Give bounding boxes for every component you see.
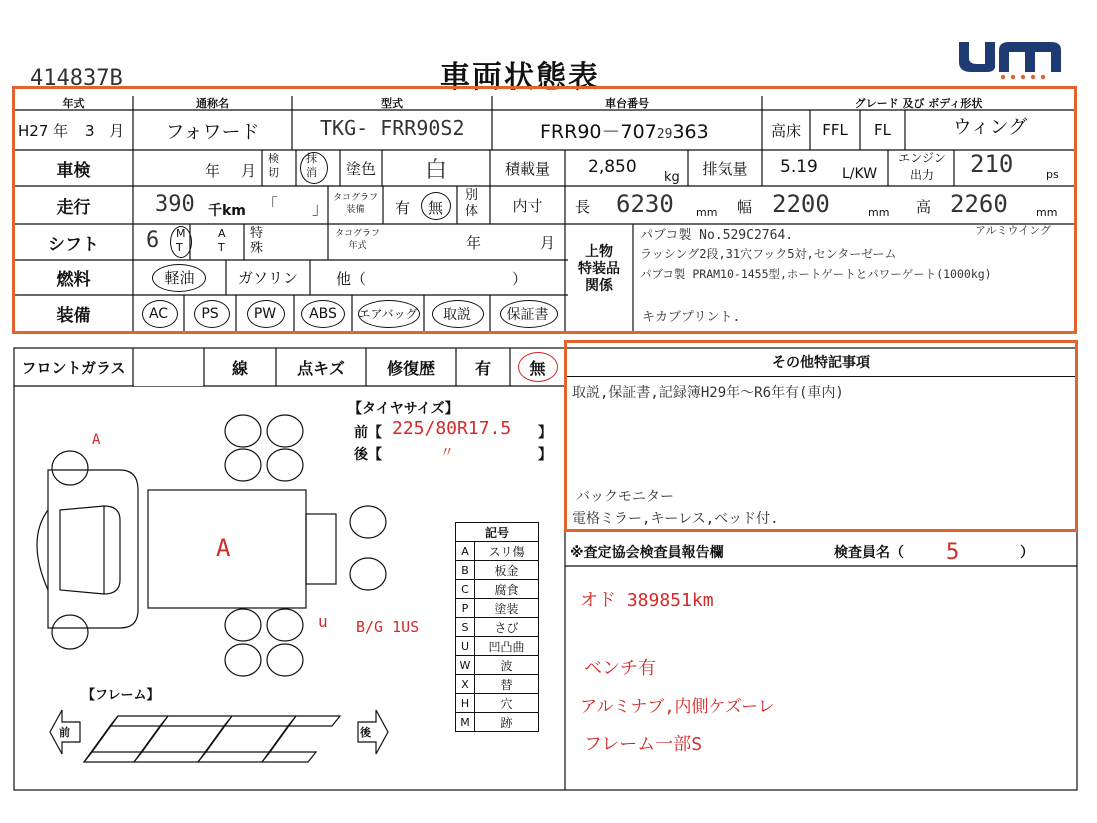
mark-a-body: A [216, 534, 231, 562]
satei-note-4: フレーム一部S [584, 734, 703, 755]
tire-heading: 【タイヤサイズ】 [348, 401, 459, 417]
height-unit: mm [1036, 206, 1058, 219]
fuel-other: 他（ [336, 270, 367, 288]
equip-airbag: エアバッグ [358, 307, 418, 321]
kigou-code: S [456, 618, 475, 636]
month-value: 3 [84, 122, 95, 140]
satei-note-1: オド 389851km [580, 590, 714, 611]
mileage-unit: 千km [208, 203, 246, 219]
kigou-code: H [456, 694, 475, 712]
frame-front: 前 [59, 726, 70, 739]
label-naisun: 内寸 [512, 196, 543, 215]
label-massho: 抹消 [306, 152, 317, 179]
year-unit: 年 [53, 122, 69, 140]
kigou-meaning: 波 [500, 658, 513, 673]
mark-a-left: A [92, 432, 101, 448]
tokki-line-3: 電格ミラー,キーレス,ベッド付. [572, 511, 779, 527]
tire-rear-close: 】 [538, 447, 552, 463]
kigou-meaning: 跡 [500, 715, 513, 730]
shift-at-t: T [218, 241, 225, 254]
color-value: 白 [424, 157, 447, 183]
equip-ac: AC [148, 305, 169, 322]
shaken-year-unit: 年 [205, 162, 221, 180]
shaken-month-unit: 月 [241, 162, 257, 180]
tire-front-label: 前【 [354, 425, 382, 441]
fuel-gasoline: ガソリン [237, 269, 298, 287]
kigou-meaning: 穴 [500, 696, 513, 711]
kigou-code: C [456, 580, 475, 598]
label-taco-nenshiki-1: タコグラフ [334, 229, 380, 239]
joubutsu-note-4: パブコ製 PRAM10-1455型,ホートゲートとパワーゲート(1000kg) [640, 267, 992, 281]
tire-rear-label: 後【 [354, 447, 382, 463]
satei-note-3: アルミナブ,内側ケズーレ [580, 697, 775, 717]
fuel-keiyu: 軽油 [164, 269, 195, 287]
height-value: 2260 [950, 190, 1008, 218]
tire-front-value: 225/80R17.5 [392, 418, 512, 439]
kigou-meaning: 塗装 [494, 601, 519, 616]
label-frontglass: フロントガラス [21, 358, 126, 377]
shift-at-a: A [218, 227, 226, 240]
shift-tokushu-1: 特 [250, 226, 264, 241]
shift-mt-t: T [176, 241, 183, 254]
label-haiki: 排気量 [702, 159, 748, 178]
kigou-meaning: さび [494, 620, 519, 635]
label-joubutsu-1: 上物 [585, 244, 613, 260]
load-capacity: 2,850 [588, 157, 637, 177]
width-value: 2200 [772, 190, 830, 218]
kigou-meaning: 板金 [494, 563, 519, 578]
tire-front-close: 】 [538, 425, 552, 441]
label-joubutsu-3: 関係 [585, 278, 613, 294]
kigou-code: M [456, 713, 475, 731]
label-width: 幅 [737, 198, 753, 216]
header-grade: グレード 及び ボディ形状 [854, 97, 983, 110]
mileage-value: 390 [155, 192, 195, 217]
satei-note-2: ベンチ有 [584, 658, 656, 679]
label-engine-line2: 出力 [909, 168, 934, 182]
tokki-title: その他特記事項 [567, 348, 1075, 377]
joubutsu-note-2: パブコ製 No.529C2764. [640, 228, 794, 243]
shift-mt-m: M [176, 227, 186, 240]
kigou-meaning: 凹凸曲 [488, 639, 525, 654]
body-type: ウィング [952, 115, 1028, 138]
doc-id: 414837B [30, 66, 123, 91]
model-code: TKG- FRR90S2 [320, 116, 465, 140]
joubutsu-note-1: アルミウイング [975, 224, 1052, 237]
label-joubutsu-2: 特装品 [578, 261, 620, 277]
label-bettai-1: 別 [465, 188, 479, 203]
taco-ari: 有 [395, 199, 411, 217]
length-value: 6230 [616, 190, 674, 218]
label-taco-nenshiki-2: 年式 [348, 241, 367, 251]
mark-frame-note: B/G 1US [356, 618, 420, 636]
equip-pw: PW [253, 305, 277, 322]
taco-year-unit: 年 [466, 234, 482, 252]
frontglass-tenkizu: 点キズ [297, 358, 345, 378]
label-shift: シフト [48, 234, 99, 255]
tokki-line-2: バックモニター [576, 489, 674, 505]
engine-output: 210 [970, 150, 1014, 178]
label-sobi: 装備 [56, 306, 91, 326]
kigou-meaning: スリ傷 [488, 544, 525, 559]
frame-rear: 後 [360, 726, 371, 739]
kigou-code: X [456, 675, 475, 693]
label-bettai-2: 体 [465, 204, 479, 219]
satei-title: ※査定協会検査員報告欄 [570, 545, 724, 561]
mark-u: u [318, 612, 328, 631]
tire-rear-value: 〃 [440, 445, 454, 461]
label-nenryo: 燃料 [56, 270, 91, 290]
frontglass-sen: 線 [231, 358, 248, 378]
width-unit: mm [868, 206, 890, 219]
joubutsu-note-5: キカブプリント. [642, 310, 741, 325]
label-shufuku: 修復歴 [386, 358, 435, 378]
label-height: 高 [916, 198, 932, 216]
shufuku-nashi: 無 [529, 358, 546, 378]
tokki-line-1: 取説,保証書,記録簿H29年～R6年有(車内) [572, 385, 844, 401]
kigou-code: A [456, 542, 475, 560]
displacement-unit: L/KW [842, 166, 878, 182]
header-nenshiki: 年式 [62, 97, 85, 110]
joubutsu-note-3: ラッシング2段,31穴フック5対,センターゼーム [640, 247, 897, 261]
vehicle-name: フォワード [165, 120, 260, 143]
taco-nashi: 無 [428, 199, 444, 217]
shift-value: 6 [146, 228, 160, 253]
header-shadai: 車台番号 [605, 97, 649, 110]
option-fl: FL [874, 121, 891, 139]
shufuku-ari: 有 [474, 358, 491, 378]
bracket-right: 」 [312, 199, 329, 218]
label-length: 長 [575, 198, 591, 216]
label-takayuka: 高床 [770, 121, 801, 140]
header-katashiki: 型式 [381, 97, 403, 110]
kigou-meaning: 腐食 [494, 582, 519, 597]
length-unit: mm [696, 206, 718, 219]
shift-tokushu-2: 殊 [250, 241, 264, 256]
label-sekisai: 積載量 [504, 159, 550, 178]
header-tsushomei: 通称名 [196, 97, 229, 110]
kigou-meaning: 替 [500, 677, 513, 692]
kigou-code: U [456, 637, 475, 655]
frame-label: 【フレーム】 [82, 688, 160, 703]
kigou-code: B [456, 561, 475, 579]
label-taco-line1: タコグラフ [332, 193, 378, 203]
equip-torisetsu: 取説 [443, 306, 471, 323]
month-unit: 月 [109, 122, 125, 140]
bracket-left: 「 [262, 195, 279, 214]
kigou-code: P [456, 599, 475, 617]
label-shaken: 車検 [56, 160, 91, 181]
year-era: H27 [18, 122, 49, 140]
fuel-other-close: ） [512, 270, 528, 288]
chassis-suffix: 363 [672, 121, 709, 143]
load-unit: kg [664, 170, 680, 185]
page-title: 車両状態表 [440, 60, 600, 95]
kigou-code: W [456, 656, 475, 674]
chassis-handwritten: 29 [656, 127, 673, 142]
label-soukou: 走行 [56, 197, 91, 218]
equip-ps: PS [201, 305, 219, 322]
kensain-close: ） [1020, 545, 1034, 561]
label-taco-line2: 装備 [346, 205, 365, 215]
label-tosoku: 塗色 [345, 159, 376, 178]
displacement-value: 5.19 [780, 157, 818, 177]
equip-abs: ABS [309, 305, 337, 322]
chassis-prefix: FRR90－707 [540, 121, 657, 143]
kensain-value: 5 [946, 540, 960, 565]
kigou-title: 記号 [456, 523, 538, 542]
kensain-label: 検査員名（ [834, 545, 904, 561]
label-engine-line1: エンジン [898, 151, 946, 165]
label-kenkiri: 検切 [268, 152, 279, 179]
option-ffl: FFL [822, 121, 848, 139]
output-unit: ps [1046, 168, 1059, 181]
taco-month-unit: 月 [540, 234, 556, 252]
equip-hoshosho: 保証書 [506, 306, 549, 323]
